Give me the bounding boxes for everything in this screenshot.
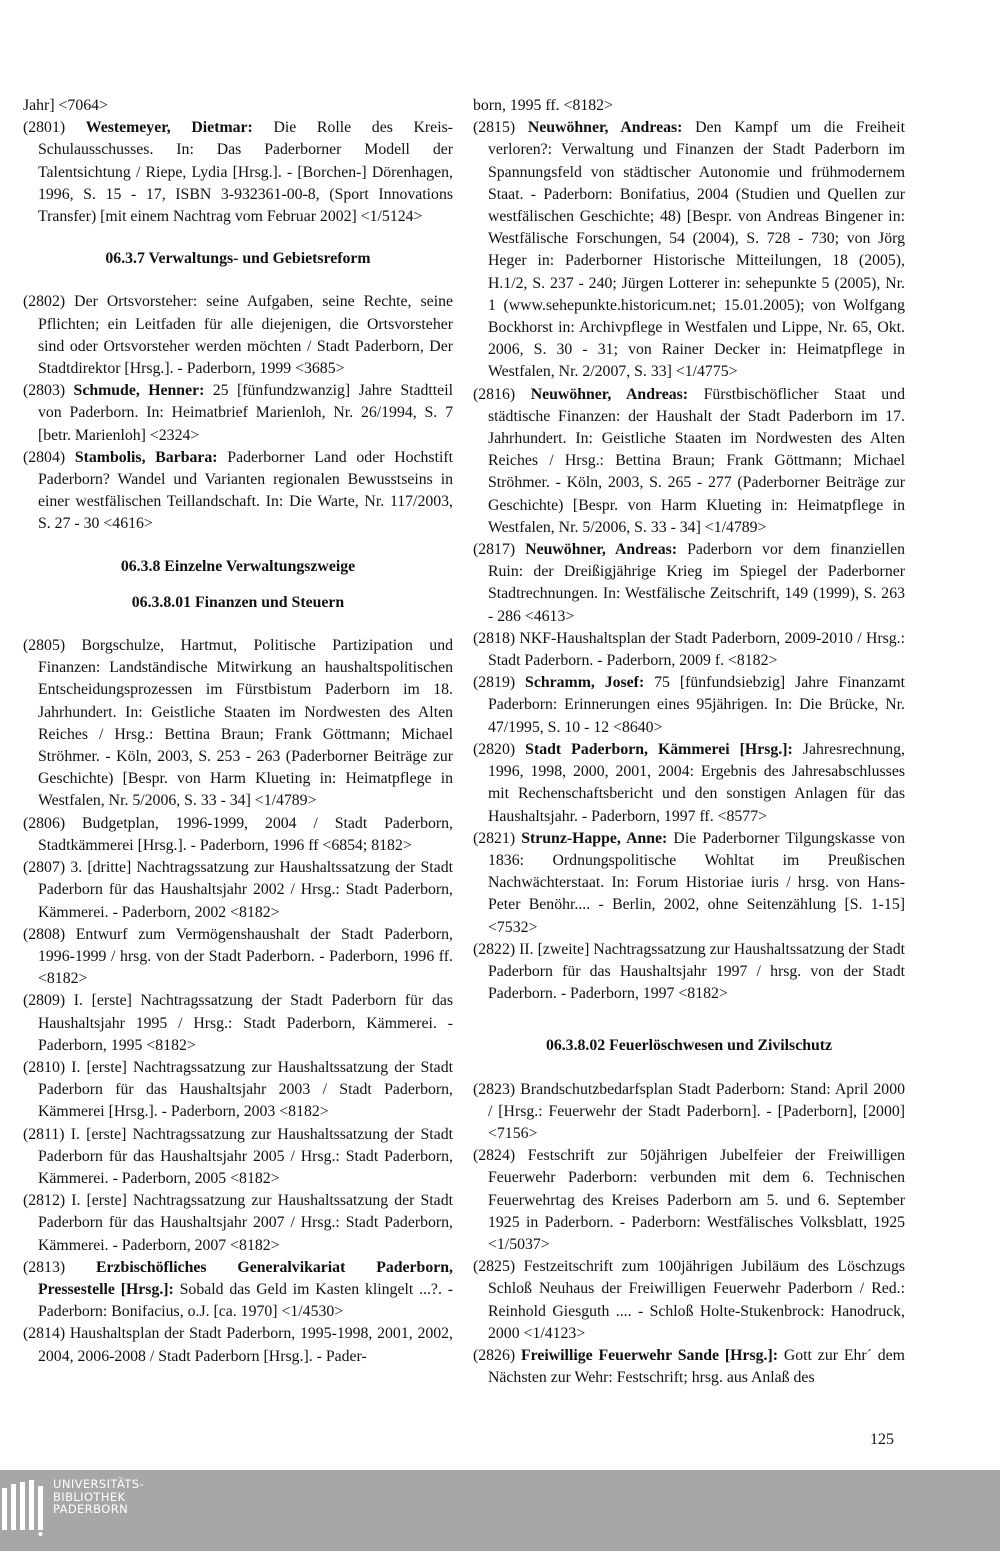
entry-2809: (2809) I. [erste] Nachtragssatzung der Stadt Paderborn für das Haushaltsjahr 1995 / Hrsg.: Stadt Paderborn, Kämmerei. - Paderborn, 1995 <8182> bbox=[23, 992, 453, 1054]
entry-2808: (2808) Entwurf zum Vermögenshaushalt der Stadt Paderborn, 1996-1999 / hrsg. von der Stadt Paderborn. - Paderborn, 1996 ff. <8182> bbox=[23, 925, 453, 988]
entry-number: (2820) bbox=[473, 740, 526, 758]
left-column bbox=[23, 95, 453, 1368]
entry-number: (2803) bbox=[23, 382, 74, 400]
entry-number: (2821) bbox=[473, 829, 522, 847]
entry-text: Paderborner Land oder Hochstift Paderborn? Wandel und Varianten regionalen Bewusstseins in einer westfälischen Teillandschaft. In: Die Warte, Nr. 117/2003, S. 27 - 30 <4616> bbox=[38, 448, 453, 533]
entry-author: Freiwillige Feuerwehr Sande [Hrsg.]: bbox=[520, 1346, 778, 1364]
library-name-line1: UNIVERSITÄTS- bbox=[53, 1477, 145, 1491]
entry-2814: (2814) Haushaltsplan der Stadt Paderborn, 1995-1998, 2001, 2002, 2004, 2006-2008 / Stadt Paderborn [Hrsg.]. - Pader- bbox=[23, 1325, 453, 1365]
entry-text: Fürstbischöflicher Staat und städtische Finanzen: der Haushalt der Stadt Paderborn im 17. Jahrhundert. In: Geistliche Staaten im Nordwesten des Alten Reiches / Hrsg.: Bettina Braun; Frank Göttmann; Michael Ströhmer. - Köln, 2003, S. 265 - 277 (Paderborner Beiträge zur Geschichte) [Bespr. von Harm Klueting in: Heimatpflege in Westfalen, Nr. 5/2006, S. 33 - 34] <1/4789> bbox=[488, 385, 905, 536]
entry-author: Strunz-Happe, Anne: bbox=[521, 829, 668, 847]
entry-text: Die Paderborner Tilgungskasse von 1836: Ordnungspolitische Wohltat im Preußischen Nachwächterstaat. In: Forum Historiae iuris / hrsg. von Hans-Peter Benöhr.... - Berlin, 2002, ohne Seitenzählung [S. 1-15] <7532> bbox=[488, 829, 905, 936]
entry-number: (2813) bbox=[23, 1258, 96, 1276]
entry-2801 bbox=[23, 117, 453, 228]
entry-number: (2815) bbox=[473, 119, 528, 137]
entry-2804 bbox=[23, 447, 453, 536]
entry-2822: (2822) II. [zweite] Nachtragssatzung zur Haushaltssatzung der Stadt Paderborn für das Haushaltsjahr 1997 / hrsg. von der Stadt Paderborn. - Paderborn, 1997 <8182> bbox=[473, 940, 905, 1003]
library-footer-bar bbox=[0, 1470, 1000, 1551]
library-name-line3: PADERBORN bbox=[53, 1502, 129, 1516]
entry-continuation: born, 1995 ff. <8182> bbox=[473, 97, 613, 114]
entry-author: Stadt Paderborn, Kämmerei [Hrsg.]: bbox=[525, 740, 793, 758]
entry-2824: (2824) Festschrift zur 50jährigen Jubelfeier der Freiwilligen Feuerwehr Paderborn: verbunden mit dem 6. Technischen Feuerwehrtag des Kreises Paderborn am 5. und 6. September 1925 in Paderborn. - Paderborn: Westfälisches Volksblatt, 1925 <1/5037> bbox=[473, 1147, 905, 1253]
library-name-line2: BIBLIOTHEK bbox=[53, 1489, 126, 1504]
entry-author: Erzbischöfliches Generalvikariat Paderborn, Pressestelle [Hrsg.]: bbox=[38, 1258, 453, 1298]
entry-number: (2819) bbox=[473, 674, 526, 692]
entry-2823: (2823) Brandschutzbedarfsplan Stadt Paderborn: Stand: April 2000 / [Hrsg.: Feuerwehr der Stadt Paderborn]. - [Paderborn], [2000] <7156> bbox=[473, 1080, 905, 1142]
entry-text: Paderborn vor dem finanziellen Ruin: der Dreißigjährige Krieg im Spiegel der Paderborner Stadtrechnungen. In: Westfälische Zeitschrift, 149 (1999), S. 263 - 286 <4613> bbox=[488, 541, 905, 625]
entry-number: (2816) bbox=[473, 385, 531, 403]
entry-number: (2826) bbox=[473, 1346, 521, 1364]
entry-2806: (2806) Budgetplan, 1996-1999, 2004 / Stadt Paderborn, Stadtkämmerei [Hrsg.]. - Paderborn, 1996 ff <6854; 8182> bbox=[23, 814, 453, 854]
entry-2816 bbox=[473, 384, 905, 539]
entry-2813 bbox=[23, 1257, 453, 1324]
section-heading-063802: 06.3.8.02 Feuerlöschwesen und Zivilschutz bbox=[545, 1037, 833, 1055]
entry-2819 bbox=[473, 672, 905, 739]
entry-text: Jahresrechnung, 1996, 1998, 2000, 2001, 2004: Ergebnis des Jahresabschlusses mit Rechenschaftsbericht und den sonstigen Anlagen für das Haushaltsjahr. - Paderborn, 1997 ff. <8577> bbox=[488, 740, 906, 825]
entry-2825: (2825) Festzeitschrift zum 100jährigen Jubiläum des Löschzugs Schloß Neuhaus der Freiwilligen Feuerwehr Paderborn / Red.: Reinhold Giesguth .... - Schloß Holte-Stukenbrock: Hanodruck, 2000 <1/4123> bbox=[473, 1258, 905, 1342]
entry-continuation: Jahr] <7064> bbox=[23, 97, 108, 114]
entry-2818: (2818) NKF-Haushaltsplan der Stadt Paderborn, 2009-2010 / Hrsg.: Stadt Paderborn. - Paderborn, 2009 f. <8182> bbox=[473, 629, 905, 670]
entry-text: Den Kampf um die Freiheit verloren?: Verwaltung und Finanzen der Stadt Paderborn im Spannungsfeld von städtischer Autonomie und frühmodernem Staat. - Paderborn: Bonifatius, 2004 (Studien und Quellen zur westfälischen Geschichte; 48) [Bespr. von Andreas Bingener in: Westfälische Forschungen, 54 (2004), S. 728 - 730; von Jörg Heger in: Paderborner Historische Mitteilungen, 18 (2005), H.1/2, S. 237 - 240; Jürgen Lotterer in: sehepunkte 5 (2005), Nr. 1 (www.sehepunkte.historicum.net; 15.01.2005); von Wolfgang Bockhorst in: Archivpflege in Westfalen und Lippe, Nr. 65, Okt. 2006, S. 30 - 31; von Rainer Decker in: Heimatpflege in Westfalen, Nr. 2/2007, S. 33] <1/4775> bbox=[488, 119, 905, 381]
entry-author: Schramm, Josef: bbox=[525, 674, 645, 692]
entry-text: Sobald das Geld im Kasten klingelt ...?. - Paderborn: Bonifacius, o.J. [ca. 1970] <1/4530> bbox=[38, 1280, 453, 1321]
section-heading-0637: 06.3.7 Verwaltungs- und Gebietsreform bbox=[105, 250, 371, 268]
entry-text: 25 [fünfundzwanzig] Jahre Stadtteil von Paderborn. In: Heimatbrief Marienloh, Nr. 26/1994, S. 7 [betr. Marienloh] <2324> bbox=[38, 382, 453, 444]
entry-text: 75 [fünfundsiebzig] Jahre Finanzamt Paderborn: Erinnerungen eines 95jährigen. In: Die Brücke, Nr. 47/1995, S. 10 - 12 <8640> bbox=[488, 674, 905, 736]
entry-number: (2801) bbox=[23, 119, 86, 137]
entry-2817 bbox=[473, 539, 905, 628]
entry-author: Neuwöhner, Andreas: bbox=[525, 541, 678, 559]
entry-2803 bbox=[23, 380, 453, 447]
entry-text: Gott zur Ehr´ dem Nächsten zur Wehr: Festschrift; hrsg. aus Anlaß des bbox=[488, 1346, 905, 1387]
entry-2802: (2802) Der Ortsvorsteher: seine Aufgaben, seine Rechte, seine Pflichten; ein Leitfaden für alle diejenigen, die Ortsvorsteher sind oder Ortsvorsteher werden möchten / Stadt Paderborn, Der Stadtdirektor [Hrsg.]. - Paderborn, 1999 <3685> bbox=[23, 293, 453, 378]
library-logo-icon bbox=[2, 1480, 46, 1536]
entry-author: Westemeyer, Dietmar: bbox=[85, 119, 253, 137]
entry-2820 bbox=[473, 739, 905, 828]
entry-text: Die Rolle des Kreis-Schulausschusses. In: Das Paderborner Modell der Talentsichtung / Riepe, Lydia [Hrsg.]. - [Borchen-] Dörenhagen, 1996, S. 15 - 17, ISBN 3-932361-00-8, (Sport Innovations Transfer) [mit einem Nachtrag vom Februar 2002] <1/5124> bbox=[38, 119, 453, 226]
right-column bbox=[473, 95, 905, 1389]
entry-2815 bbox=[473, 117, 905, 383]
entry-2810: (2810) I. [erste] Nachtragssatzung zur Haushaltssatzung der Stadt Paderborn für das Haushaltsjahr 2003 / Stadt Paderborn, Kämmerei [Hrsg.]. - Paderborn, 2003 <8182> bbox=[23, 1058, 453, 1121]
entry-2805: (2805) Borgschulze, Hartmut, Politische Partizipation und Finanzen: Landständische Mitwirkung an haushaltspolitischen Entscheidungsprozessen im Fürstbistum Paderborn im 18. Jahrhundert. In: Geistliche Staaten im Nordwesten des Alten Reiches / Hrsg.: Bettina Braun; Frank Göttmann; Michael Ströhmer. - Köln, 2003, S. 253 - 263 (Paderborner Beiträge zur Geschichte) [Bespr. von Harm Klueting in: Heimatpflege in Westfalen, Nr. 5/2006, S. 33 - 34] <1/4789> bbox=[23, 637, 453, 810]
entry-2807: (2807) 3. [dritte] Nachtragssatzung zur Haushaltssatzung der Stadt Paderborn für das Haushaltsjahr 2002 / Hrsg.: Stadt Paderborn, Kämmerei. - Paderborn, 2002 <8182> bbox=[23, 859, 453, 921]
library-logo-text bbox=[53, 1478, 144, 1516]
entry-author: Neuwöhner, Andreas: bbox=[527, 119, 683, 137]
entry-2812: (2812) I. [erste] Nachtragssatzung zur Haushaltssatzung der Stadt Paderborn für das Haushaltsjahr 2007 / Hrsg.: Stadt Paderborn, Kämmerei. - Paderborn, 2007 <8182> bbox=[23, 1192, 453, 1254]
section-heading-0638: 06.3.8 Einzelne Verwaltungszweige bbox=[120, 557, 356, 575]
entry-2821 bbox=[473, 828, 905, 939]
entry-number: (2804) bbox=[23, 448, 75, 466]
entry-number: (2817) bbox=[473, 541, 526, 559]
section-heading-063801: 06.3.8.01 Finanzen und Steuern bbox=[131, 593, 345, 611]
entry-author: Neuwöhner, Andreas: bbox=[530, 385, 689, 403]
entry-2826 bbox=[473, 1345, 905, 1389]
entry-author: Schmude, Henner: bbox=[73, 382, 205, 400]
entry-author: Stambolis, Barbara: bbox=[74, 448, 218, 466]
entry-2811: (2811) I. [erste] Nachtragssatzung zur Haushaltssatzung der Stadt Paderborn für das Haushaltsjahr 2005 / Hrsg.: Stadt Paderborn, Kämmerei. - Paderborn, 2005 <8182> bbox=[23, 1125, 453, 1187]
page-number: 125 bbox=[870, 1431, 894, 1448]
